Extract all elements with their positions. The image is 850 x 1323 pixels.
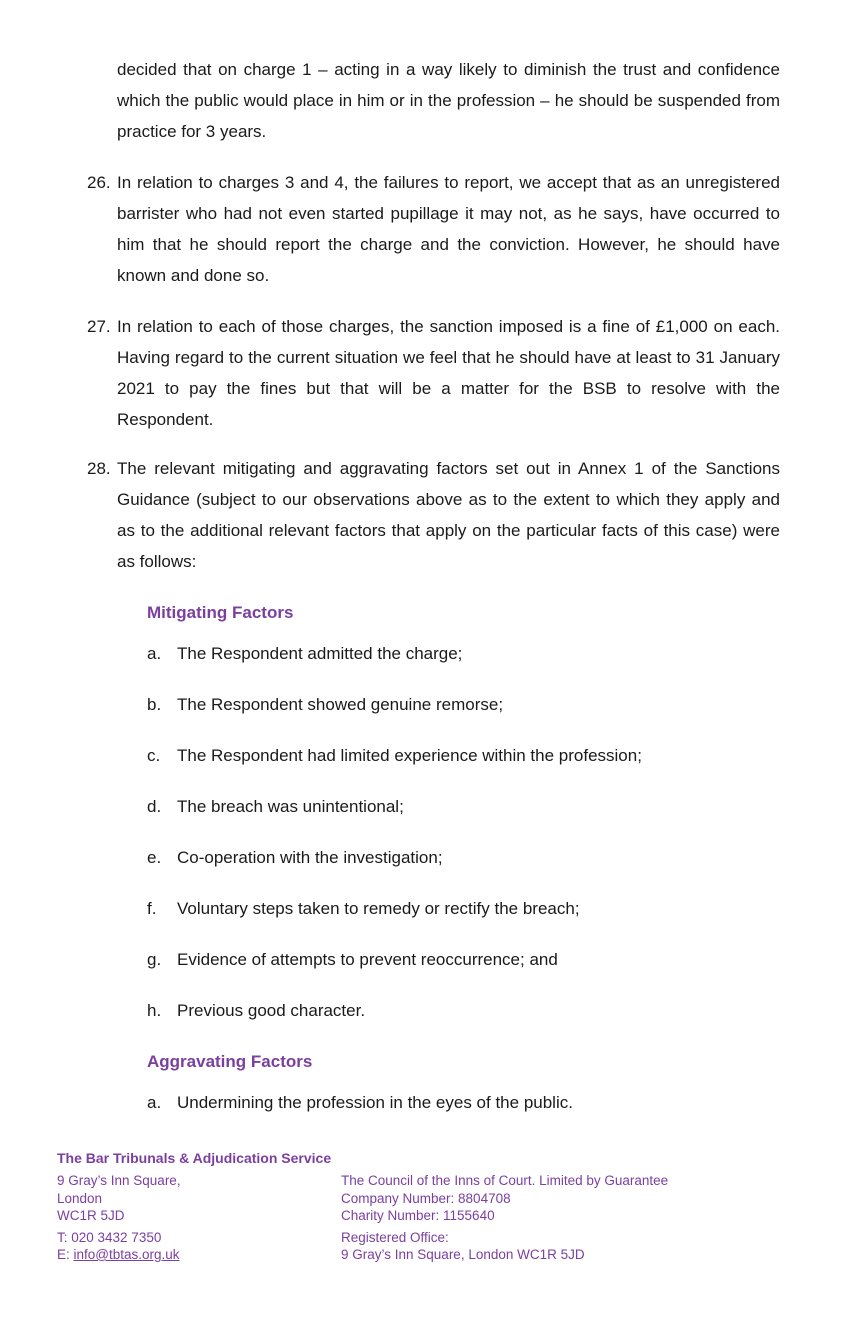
continuation-paragraph: decided that on charge 1 – acting in a way likely to diminish the trust and confidence which the public would place in him or in the profession – he should be suspended from practice for 3 years.: [117, 60, 780, 141]
paragraph-27: [87, 311, 780, 435]
list-item-letter: c.: [147, 746, 161, 765]
list-item: [147, 949, 558, 971]
paragraph-text: In relation to each of those charges, the sanction imposed is a fine of £1,000 on each. Having regard to the current situation we feel that he should have at least to 31 January 2021 to pay the fines but that will be a matter for the BSB to resolve with the Respondent.: [117, 317, 780, 429]
footer-address-line: London: [57, 1190, 103, 1206]
list-item-letter: b.: [147, 695, 162, 714]
paragraph-text: In relation to charges 3 and 4, the failures to report, we accept that as an unregistered barrister who had not even started pupillage it may not, as he says, have occurred to him that he should report the charge and the conviction. However, he should have known and done so.: [117, 173, 780, 285]
page-footer: [57, 1150, 797, 1262]
paragraph-number: 26.: [87, 173, 111, 192]
list-item: [147, 847, 443, 869]
list-item-text: Voluntary steps taken to remedy or rectify the breach;: [177, 899, 580, 918]
footer-address-line: 9 Gray’s Inn Square,: [57, 1173, 181, 1188]
paragraph-26: [87, 167, 780, 291]
list-item-text: Evidence of attempts to prevent reoccurrence; and: [177, 950, 558, 969]
list-item: [147, 745, 642, 767]
footer-contact-column: [57, 1172, 327, 1264]
list-item-text: Co-operation with the investigation;: [177, 848, 443, 867]
footer-address-line: WC1R 5JD: [57, 1208, 125, 1223]
list-item: [147, 898, 580, 920]
footer-email-link[interactable]: info@tbtas.org.uk: [73, 1247, 180, 1262]
footer-registered-label: Registered Office:: [341, 1229, 449, 1245]
list-item: [147, 796, 404, 818]
footer-registered-address: 9 Gray’s Inn Square, London WC1R 5JD: [341, 1247, 585, 1262]
list-item-text: The breach was unintentional;: [177, 797, 404, 816]
list-item: [147, 694, 503, 716]
list-item-letter: d.: [147, 797, 162, 816]
list-item-text: Previous good character.: [177, 1001, 366, 1020]
list-item-text: The Respondent showed genuine remorse;: [177, 695, 504, 714]
footer-organization-name: The Bar Tribunals & Adjudication Service: [57, 1150, 332, 1166]
paragraph-number: 27.: [87, 317, 111, 336]
list-item-letter: g.: [147, 950, 162, 969]
footer-charity-number: Charity Number: 1155640: [341, 1208, 495, 1223]
paragraph-number: 28.: [87, 459, 111, 478]
list-item: [147, 1000, 365, 1022]
aggravating-factors-heading: Aggravating Factors: [147, 1052, 313, 1071]
paragraph-text: The relevant mitigating and aggravating factors set out in Annex 1 of the Sanctions Guidance (subject to our observations above as to the extent to which they apply and as to the additional relevant factors that apply on the particular facts of this case) were as follows:: [117, 459, 780, 571]
footer-company-number: Company Number: 8804708: [341, 1190, 511, 1206]
footer-email-prefix: E:: [57, 1247, 74, 1262]
footer-phone: T: 020 3432 7350: [57, 1229, 162, 1245]
list-item-letter: a.: [147, 1093, 162, 1112]
list-item-letter: a.: [147, 644, 162, 663]
list-item-letter: e.: [147, 848, 162, 867]
mitigating-factors-heading: Mitigating Factors: [147, 603, 294, 622]
footer-company-column: [341, 1172, 761, 1264]
list-item-text: The Respondent had limited experience within the profession;: [177, 746, 642, 765]
footer-company-line: The Council of the Inns of Court. Limited by Guarantee: [341, 1173, 669, 1188]
paragraph-28: [87, 453, 780, 577]
list-item-text: The Respondent admitted the charge;: [177, 644, 463, 663]
list-item-text: Undermining the profession in the eyes of the public.: [177, 1093, 573, 1112]
list-item-letter: f.: [147, 899, 157, 918]
list-item: [147, 1092, 573, 1114]
footer-email-row: [57, 1246, 327, 1264]
list-item: [147, 643, 462, 665]
list-item-letter: h.: [147, 1001, 162, 1020]
